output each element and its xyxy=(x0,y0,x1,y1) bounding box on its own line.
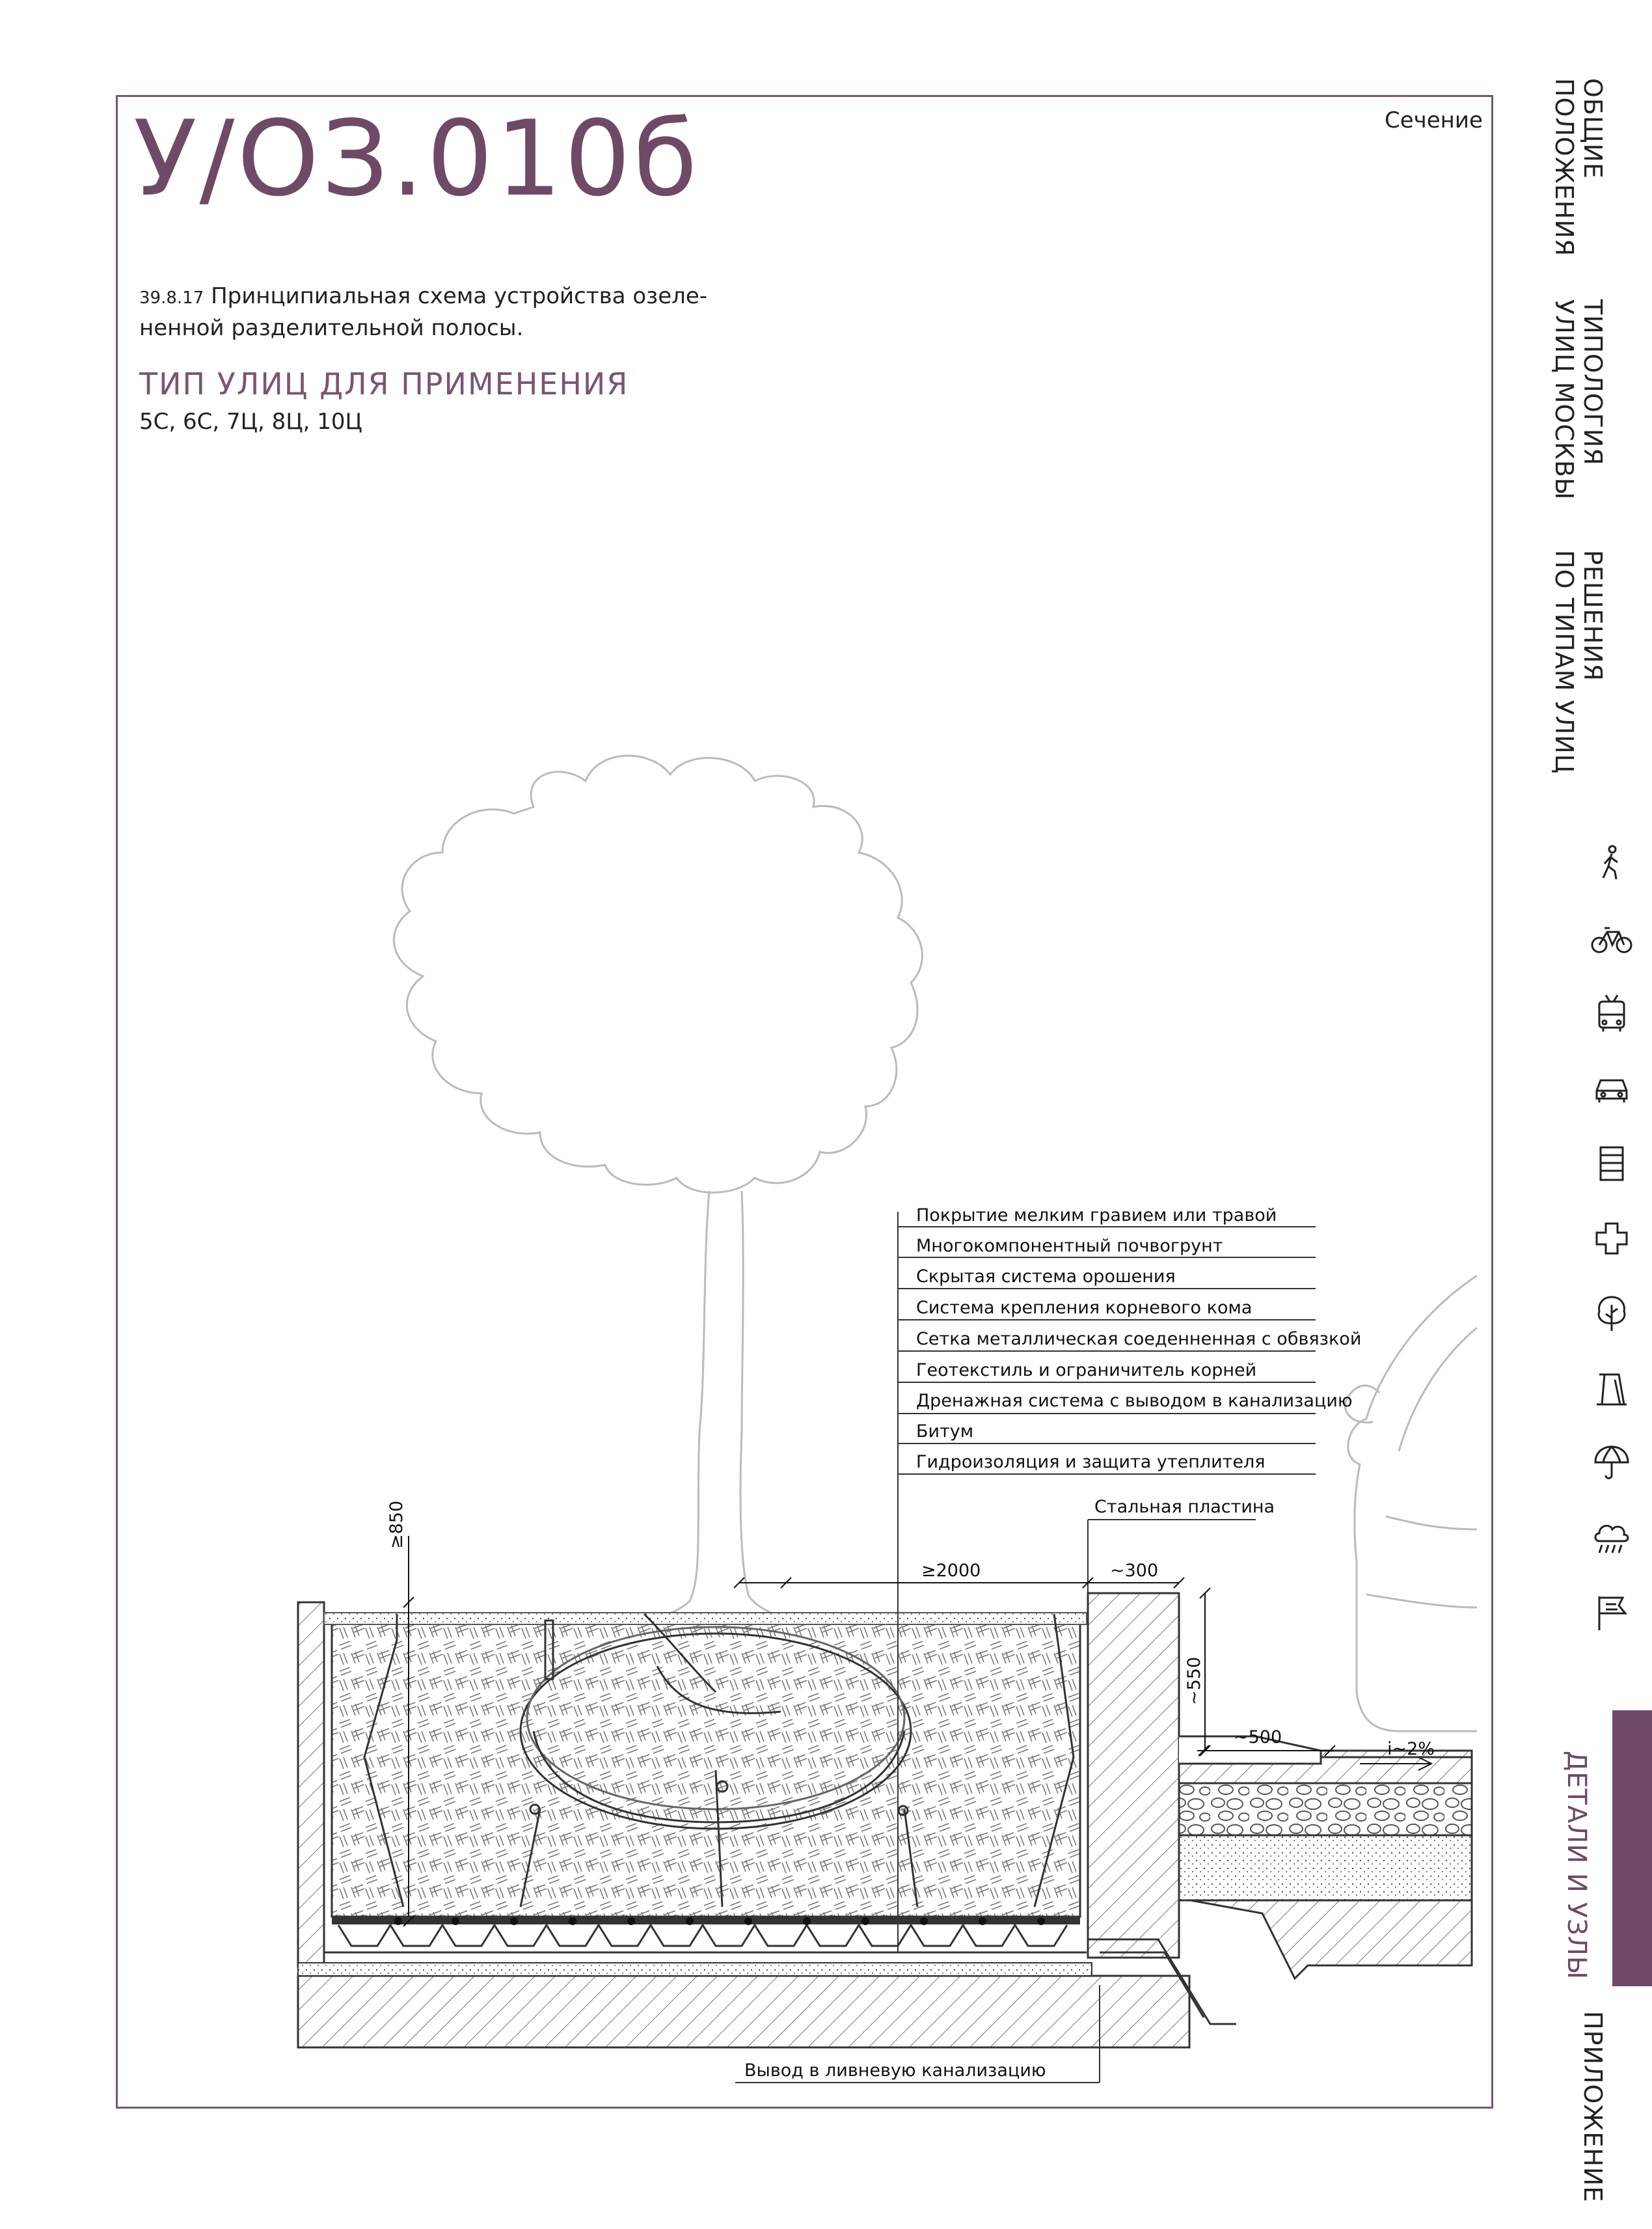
street-types-title: ТИП УЛИЦ ДЛЯ ПРИМЕНЕНИЯ xyxy=(139,366,629,402)
tree-outline xyxy=(394,756,922,1620)
legend-item: Покрытие мелким гравием или травой xyxy=(916,1205,1277,1225)
dim-300: ~300 xyxy=(1110,1561,1159,1581)
slope-label: i~2% xyxy=(1387,1739,1435,1759)
view-label: Сечение xyxy=(1385,107,1483,133)
legend-item: Система крепления корневого кома xyxy=(916,1298,1253,1318)
dim-550: ~550 xyxy=(1184,1656,1204,1705)
dim-850: ≥850 xyxy=(386,1500,407,1549)
description-number: 39.8.17 xyxy=(139,288,204,308)
dim-500: ~500 xyxy=(1234,1727,1282,1747)
legend-item: Сетка металлическая соеденненная с обвязкой xyxy=(916,1329,1362,1349)
legend-item: Скрытая система орошения xyxy=(916,1266,1176,1287)
legend-item: Дренажная система с выводом в канализацию xyxy=(916,1391,1353,1411)
nav-solutions[interactable]: РЕШЕНИЯ ПО ТИПАМ УЛИЦ xyxy=(1550,550,1607,774)
street-types-values: 5С, 6С, 7Ц, 8Ц, 10Ц xyxy=(139,409,362,435)
nav-details[interactable]: ДЕТАЛИ И УЗЛЫ xyxy=(1562,1751,1591,1980)
nav-appendix[interactable]: ПРИЛОЖЕНИЕ xyxy=(1578,2011,1607,2203)
nav-typology[interactable]: ТИПОЛОГИЯ УЛИЦ МОСКВЫ xyxy=(1550,299,1607,500)
description-text-2: ненной разделительной полосы. xyxy=(139,315,524,341)
legend-item: Гидроизоляция и защита утеплителя xyxy=(916,1452,1266,1472)
drainage-cells xyxy=(338,1925,1067,1946)
page-code: У/ОЗ.010б xyxy=(133,98,700,219)
steel-plate-label: Стальная пластина xyxy=(1094,1497,1275,1517)
car-outline xyxy=(1345,1276,1477,1731)
description-text-1: Принципиальная схема устройства озеле- xyxy=(211,283,708,309)
outlet-label: Вывод в ливневую канализацию xyxy=(744,2060,1046,2081)
nav-general[interactable]: ОБЩИЕ ПОЛОЖЕНИЯ xyxy=(1550,78,1607,257)
legend-item: Многокомпонентный почвогрунт xyxy=(916,1236,1223,1256)
dim-2000: ≥2000 xyxy=(921,1561,981,1581)
legend-item: Геотекстиль и ограничитель корней xyxy=(916,1360,1257,1380)
legend-item: Битум xyxy=(916,1421,974,1442)
